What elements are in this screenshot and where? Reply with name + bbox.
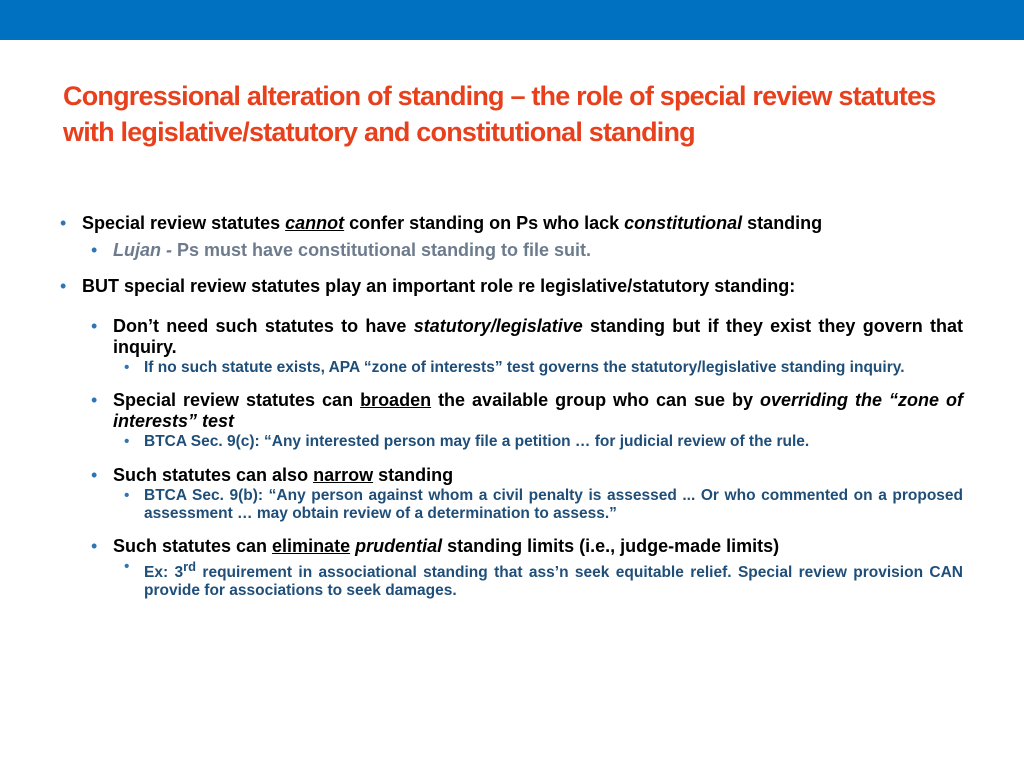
bullet-special-review-cannot: [60, 213, 963, 234]
bullet-marker: •: [124, 433, 130, 450]
bullet-marker: •: [91, 465, 98, 485]
bullet-marker: •: [91, 390, 98, 410]
bullet-marker: •: [91, 240, 98, 260]
slide-title: Congressional alteration of standing – the role of special review statutes with legislative/statutory and constitutional standing: [63, 81, 936, 147]
bullet-marker: •: [60, 276, 67, 296]
text: Special review statutes: [82, 213, 286, 233]
bullet-dont-need-statutes: [60, 316, 963, 358]
text: BTCA Sec. 9(c): “Any interested person may file a petition … for judicial review of the rule.: [144, 433, 810, 450]
text-narrow: narrow: [313, 465, 374, 485]
slide-body: [60, 213, 963, 600]
bullet-marker: •: [91, 316, 98, 336]
text-statutory-legislative: statutory/legislative: [413, 316, 583, 336]
text: Ps must have constitutional standing to file suit.: [172, 240, 592, 260]
bullet-apa-zone-of-interests: [60, 359, 963, 377]
bullet-btca-9c: [60, 433, 963, 451]
text-overriding: overriding the “zone of interests” test: [113, 390, 963, 431]
text: Such statutes can also: [113, 465, 314, 485]
text: BUT special review statutes play an important role re legislative/statutory standing:: [82, 276, 796, 296]
text-lujan: Lujan -: [113, 240, 172, 260]
bullet-marker: •: [60, 213, 67, 233]
text: BTCA Sec. 9(b): “Any person against whom a civil penalty is assessed ... Or who commented on a proposed assessment … may obtain review of a determination to assess.”: [144, 487, 963, 522]
bullet-associational-standing: [60, 558, 963, 600]
text: Don’t need such statutes to have: [113, 316, 414, 336]
text-prudential: prudential: [355, 536, 443, 556]
text-cannot: cannot: [285, 213, 345, 233]
text: standing but if they exist they govern that inquiry.: [113, 316, 963, 357]
text: standing: [742, 213, 823, 233]
text: the available group who can sue by: [431, 390, 761, 410]
top-banner: [0, 0, 1024, 40]
bullet-eliminate: [60, 536, 963, 557]
text: Special review statutes can: [113, 390, 361, 410]
bullet-btca-9b: [60, 487, 963, 523]
text: standing: [373, 465, 454, 485]
text: Ex: 3: [144, 564, 184, 582]
bullet-broaden: [60, 390, 963, 432]
text-constitutional: constitutional: [624, 213, 743, 233]
bullet-marker: •: [91, 536, 98, 556]
superscript-rd: rd: [183, 559, 197, 574]
text: confer standing on Ps who lack: [344, 213, 625, 233]
text-broaden: broaden: [360, 390, 432, 410]
bullet-narrow: [60, 465, 963, 486]
text: Such statutes can: [113, 536, 273, 556]
text: requirement in associational standing that ass’n seek equitable relief. Special review provision CAN provide for associations to seek damages.: [144, 564, 963, 600]
text: If no such statute exists, APA “zone of interests” test governs the statutory/legislative standing inquiry.: [144, 359, 905, 376]
bullet-but-special-review: [60, 276, 963, 297]
text-eliminate: eliminate: [272, 536, 351, 556]
text: standing limits (i.e., judge-made limits): [442, 536, 780, 556]
bullet-marker: •: [124, 359, 130, 376]
bullet-marker: •: [124, 487, 130, 504]
bullet-lujan: [60, 240, 963, 261]
bullet-marker: •: [124, 558, 130, 575]
